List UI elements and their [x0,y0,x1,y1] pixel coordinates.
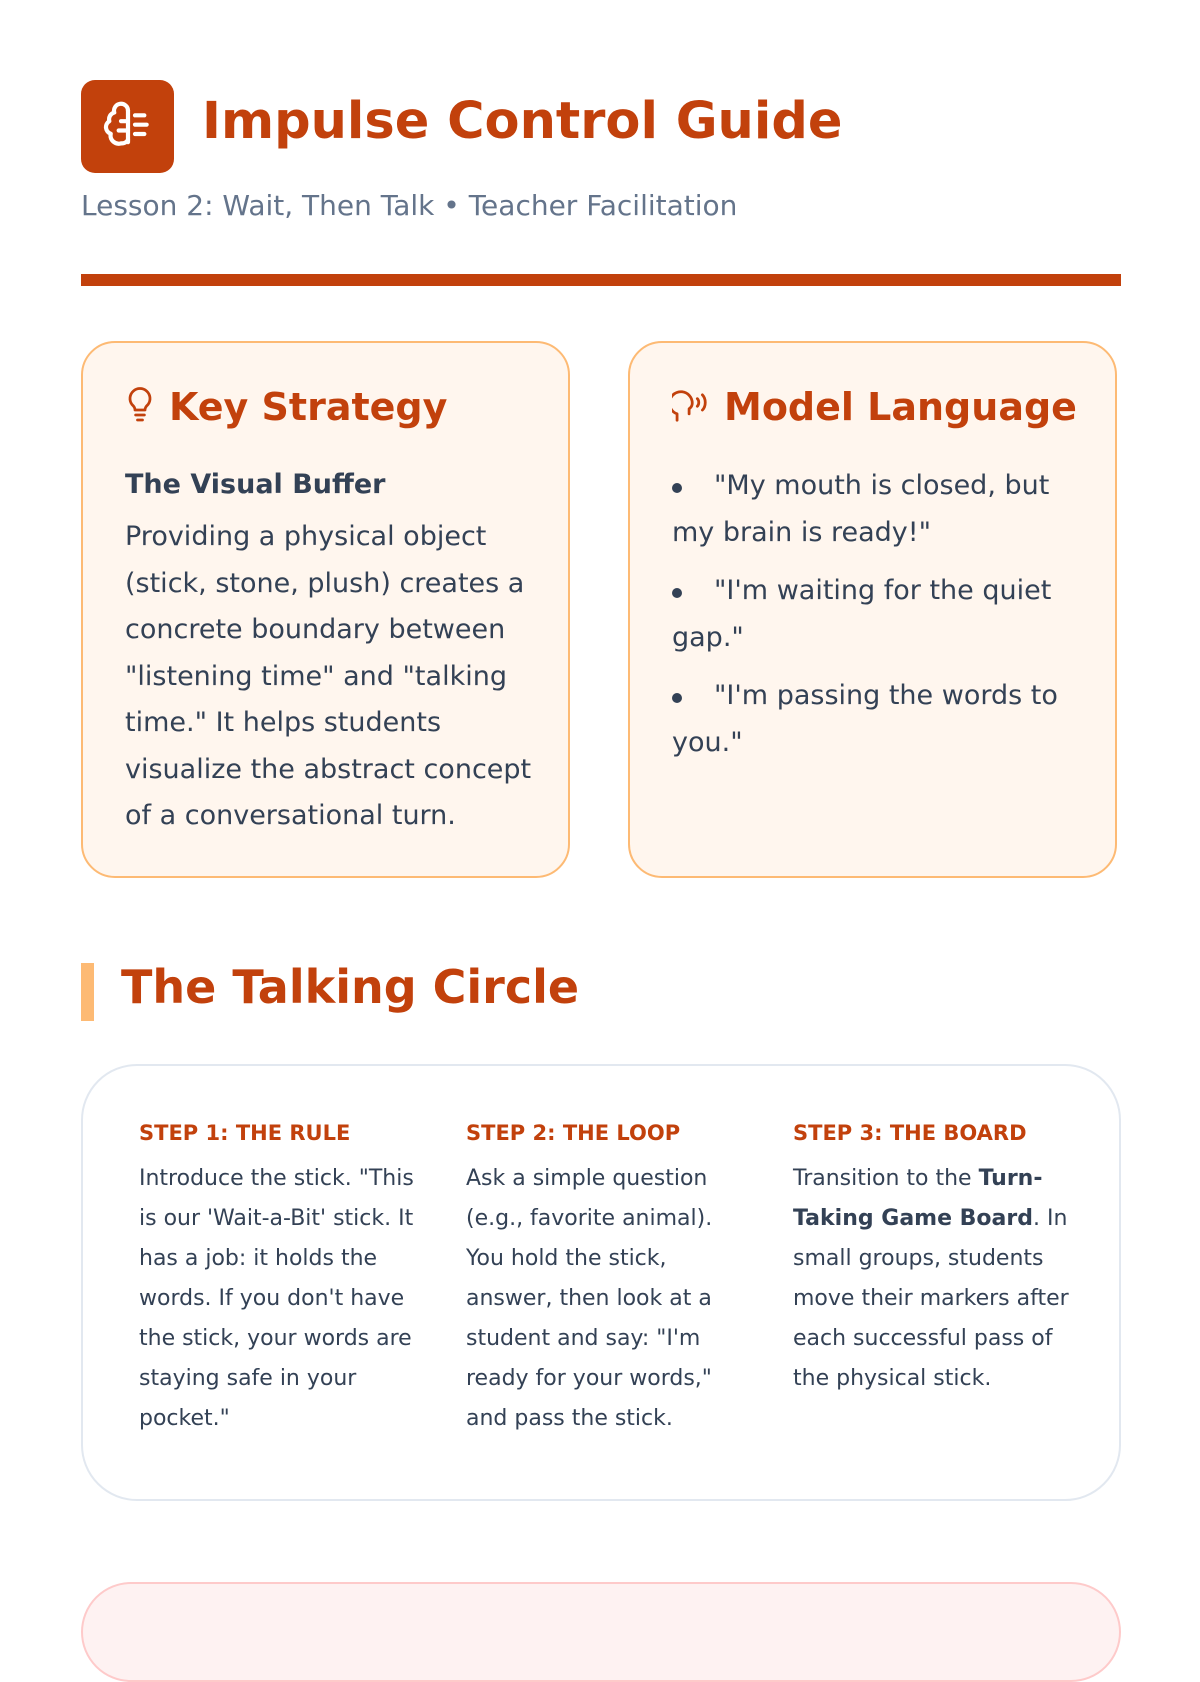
step-label: STEP 3: THE BOARD [793,1121,1027,1145]
section-accent-bar [81,963,94,1021]
header-divider [81,274,1121,286]
next-section-card [81,1582,1121,1682]
step-text-end: . In small groups, students move their markers after each successful pass of the physical stick. [793,1206,1069,1391]
step-1 [139,1121,429,1439]
lightbulb-icon [125,386,155,428]
strategy-description: Providing a physical object (stick, stone, plush) creates a concrete boundary between "listening time" and "talking time." It helps students visualize the abstract concept of a conversational turn. [125,521,532,831]
key-strategy-card [81,341,570,878]
step-text-start: Transition to the [793,1166,979,1191]
step-text: Introduce the stick. "This is our 'Wait-a-Bit' stick. It has a job: it holds the words. If you don't have the stick, your words are staying safe in your pocket." [139,1166,414,1431]
step-3 [793,1121,1083,1399]
step-label: STEP 2: THE LOOP [466,1121,681,1145]
strategy-name: The Visual Buffer [125,469,386,500]
brain-icon [81,80,174,173]
model-language-title: Model Language [724,385,1077,429]
section-title: The Talking Circle [121,960,580,1014]
quote-list [672,463,1072,778]
step-label: STEP 1: THE RULE [139,1121,351,1145]
model-language-card [628,341,1117,878]
quote-item: "My mouth is closed, but my brain is ready!" [672,463,1072,556]
model-language-header [672,385,1077,429]
quote-item: "I'm waiting for the quiet gap." [672,568,1072,661]
speaking-head-icon [672,387,710,427]
steps-card [81,1064,1121,1501]
game-board-name: Turn-Taking Game Board [793,1166,1043,1231]
key-strategy-title: Key Strategy [169,385,448,429]
step-text: Ask a simple question (e.g., favorite animal). You hold the stick, answer, then look at a student and say: "I'm ready for your words," and pass the stick. [466,1166,713,1431]
quote-item: "I'm passing the words to you." [672,673,1072,766]
page-title: Impulse Control Guide [202,92,843,151]
key-strategy-header [125,385,447,429]
step-text [793,1159,1083,1399]
step-2 [466,1121,756,1439]
page-subtitle: Lesson 2: Wait, Then Talk • Teacher Facilitation [81,189,738,222]
